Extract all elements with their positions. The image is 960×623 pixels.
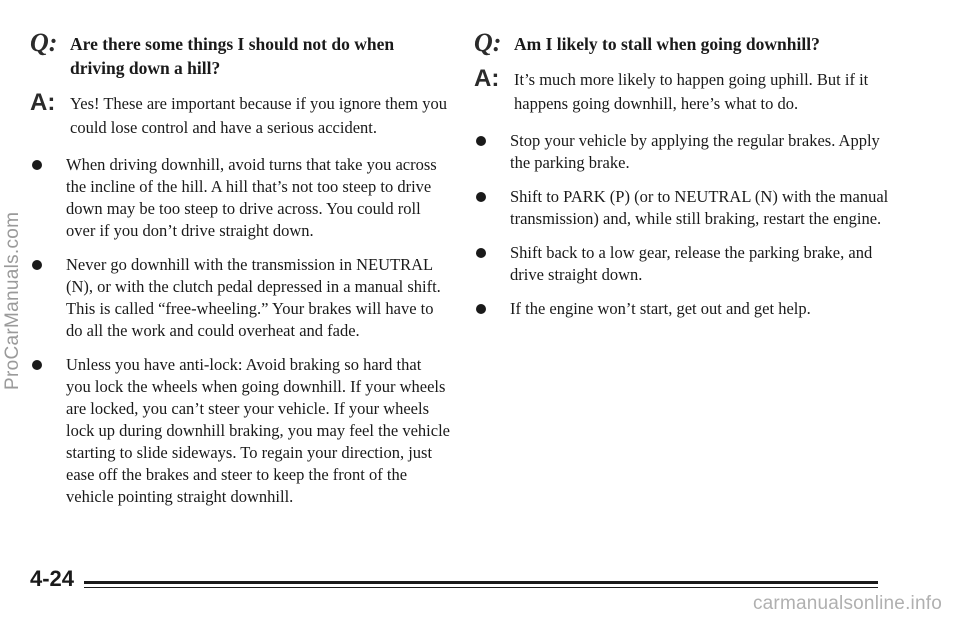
answer-text: Yes! These are important because if you ignore them you could lose control and have a serious accident. <box>70 94 447 137</box>
answer-marker: A: <box>30 89 56 116</box>
question-marker: Q: <box>30 28 58 57</box>
bullet-icon <box>32 260 42 270</box>
left-column <box>30 28 450 520</box>
side-watermark: ProCarManuals.com <box>2 211 23 390</box>
list-item-text: When driving downhill, avoid turns that take you across the incline of the hill. A hill that’s not too steep to drive down may be too steep to drive across. You could roll over if you don’t drive straight down. <box>66 155 437 240</box>
bottom-watermark: carmanualsonline.info <box>752 593 942 614</box>
list-item <box>474 298 894 320</box>
bullet-icon <box>32 360 42 370</box>
list-item-text: Never go downhill with the transmission in NEUTRAL (N), or with the clutch pedal depressed in a manual shift. This is called “free-wheeling.” Your brakes will have to do all the work and could overheat and fade. <box>66 255 441 340</box>
list-item-text: If the engine won’t start, get out and get help. <box>510 299 811 318</box>
bullet-icon <box>476 248 486 258</box>
bullet-icon <box>476 192 486 202</box>
list-item <box>30 354 450 508</box>
list-item-text: Shift back to a low gear, release the parking brake, and drive straight down. <box>510 243 873 284</box>
answer-text: It’s much more likely to happen going uphill. But if it happens going downhill, here’s what to do. <box>514 70 869 113</box>
answer-block <box>30 89 450 140</box>
list-item <box>474 242 894 286</box>
bullet-icon <box>32 160 42 170</box>
question-text: Are there some things I should not do when driving down a hill? <box>70 34 395 78</box>
list-item-text: Stop your vehicle by applying the regular brakes. Apply the parking brake. <box>510 131 880 172</box>
answer-block <box>474 65 894 116</box>
right-column <box>474 28 894 332</box>
list-item-text: Unless you have anti-lock: Avoid braking so hard that you lock the wheels when going downhill. If your wheels are locked, you can’t steer your vehicle. If your wheels lock up during downhill braking, you may feel the vehicle starting to slide sideways. To regain your direction, just ease off the brakes and steer to keep the front of the vehicle pointing straight downhill. <box>66 355 450 506</box>
question-block <box>30 28 450 80</box>
bullet-icon <box>476 136 486 146</box>
bullet-icon <box>476 304 486 314</box>
list-item <box>30 254 450 342</box>
answer-marker: A: <box>474 65 500 92</box>
footer-rule-thin <box>84 587 878 588</box>
question-marker: Q: <box>474 28 502 57</box>
page-number: 4-24 <box>30 566 75 591</box>
list-item-text: Shift to PARK (P) (or to NEUTRAL (N) with the manual transmission) and, while still braking, restart the engine. <box>510 187 889 228</box>
list-item <box>30 154 450 242</box>
bullet-list <box>30 154 450 508</box>
question-text: Am I likely to stall when going downhill? <box>514 34 820 54</box>
question-block <box>474 28 894 57</box>
bullet-list <box>474 130 894 320</box>
list-item <box>474 130 894 174</box>
list-item <box>474 186 894 230</box>
footer-rule <box>84 581 878 584</box>
